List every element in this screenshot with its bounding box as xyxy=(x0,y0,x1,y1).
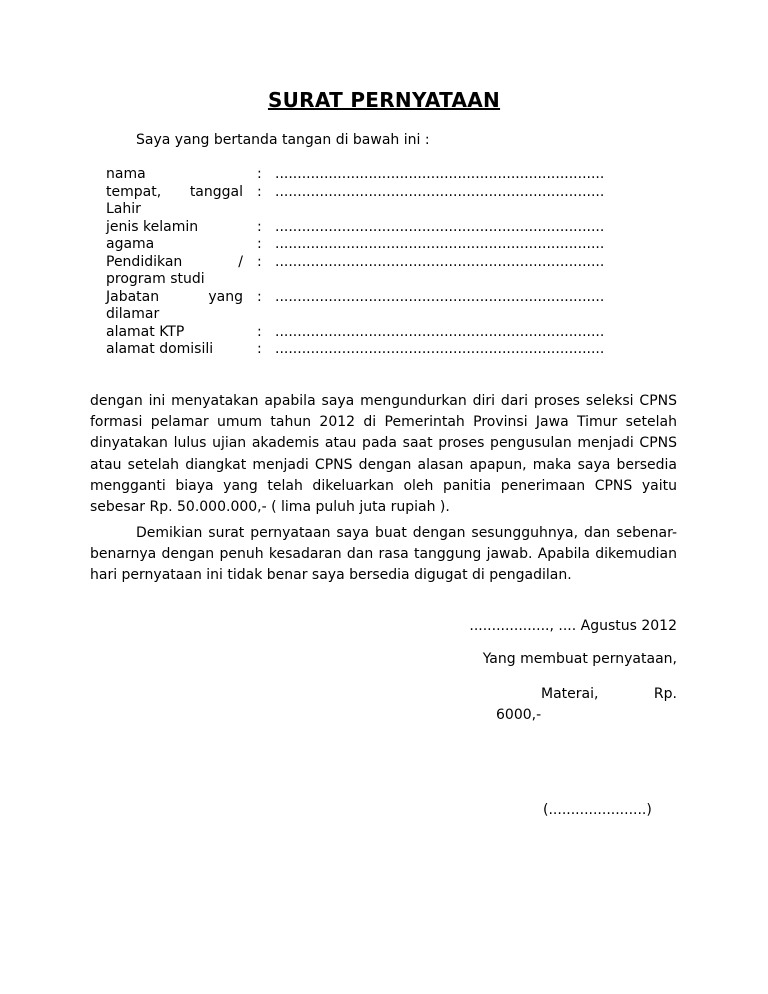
field-colon: : xyxy=(257,183,262,200)
field-label-line2: program studi xyxy=(106,271,205,287)
field-colon: : xyxy=(257,218,262,235)
field-label xyxy=(106,324,243,342)
field-row-alamat-ktp xyxy=(106,324,646,342)
field-colon: : xyxy=(257,253,262,270)
identity-fields xyxy=(106,166,646,359)
field-row-pendidikan xyxy=(106,254,646,289)
field-dots: .......................................................................... xyxy=(275,218,605,235)
field-colon: : xyxy=(257,166,262,182)
materai-currency: Rp. xyxy=(653,686,677,702)
field-label xyxy=(106,184,243,219)
field-dots: .......................................................................... xyxy=(275,253,605,270)
field-label-text: Pendidikan xyxy=(106,253,183,270)
field-label xyxy=(106,219,243,237)
field-row-agama xyxy=(106,236,646,254)
field-row-jenis-kelamin xyxy=(106,219,646,237)
field-label xyxy=(106,341,243,359)
field-dots: .......................................................................... xyxy=(275,166,605,182)
field-label xyxy=(106,289,243,324)
field-colon: : xyxy=(257,323,262,340)
field-dots: .......................................................................... xyxy=(275,183,605,200)
field-dots: .......................................................................... xyxy=(275,341,605,357)
stamp-duty-note xyxy=(496,684,677,726)
signature-line: (......................) xyxy=(543,802,652,818)
field-label-text: alamat KTP xyxy=(106,323,185,340)
field-label-text: nama xyxy=(106,166,146,182)
field-dots: .......................................................................... xyxy=(275,236,605,252)
field-dots: .......................................................................... xyxy=(275,288,605,305)
field-label-text: Jabatan xyxy=(106,288,160,305)
place-date: .................., .... Agustus 2012 xyxy=(469,618,677,634)
field-label-text: tempat, xyxy=(106,183,162,200)
statement-paragraph: dengan ini menyatakan apabila saya mengundurkan diri dari proses seleksi CPNS formasi pelamar umum tahun 2012 di Pemerintah Provinsi Jawa Timur setelah dinyatakan lulus ujian akademis atau pada saat proses pengusulan menjadi CPNS atau setelah diangkat menjadi CPNS dengan alasan apapun, maka saya bersedia mengganti biaya yang telah dikeluarkan oleh panitia penerimaan CPNS yaitu sebesar Rp. 50.000.000,- ( lima puluh juta rupiah ). xyxy=(90,393,677,516)
field-label xyxy=(106,166,243,184)
field-label-text: agama xyxy=(106,236,155,252)
materai-amount: 6000,- xyxy=(496,707,542,723)
document-title: SURAT PERNYATAAN xyxy=(267,88,501,112)
field-row-alamat-domisili xyxy=(106,341,646,359)
field-label-text-end: yang xyxy=(208,288,243,305)
field-label-text: alamat domisili xyxy=(106,341,214,357)
field-colon: : xyxy=(257,236,262,252)
materai-label: Materai, xyxy=(541,686,599,702)
field-label-text-end: / xyxy=(238,253,243,270)
field-row-tempat-tanggal-lahir xyxy=(106,184,646,219)
intro-text: Saya yang bertanda tangan di bawah ini : xyxy=(136,132,430,148)
field-dots: .......................................................................... xyxy=(275,323,605,340)
field-label-text-end: tanggal xyxy=(189,183,243,200)
field-label-line2: dilamar xyxy=(106,306,160,322)
closing-paragraph: Demikian surat pernyataan saya buat dengan sesungguhnya, dan sebenar-benarnya dengan penuh kesadaran dan rasa tanggung jawab. Apabila dikemudian hari pernyataan ini tidak benar saya bersedia digugat di pengadilan. xyxy=(90,525,677,584)
field-label xyxy=(106,254,243,289)
field-label-text: jenis kelamin xyxy=(106,218,199,235)
signatory-caption: Yang membuat pernyataan, xyxy=(482,651,677,667)
field-label xyxy=(106,236,243,254)
field-colon: : xyxy=(257,341,262,357)
field-label-line2: Lahir xyxy=(106,201,141,217)
field-colon: : xyxy=(257,288,262,305)
field-row-nama xyxy=(106,166,646,184)
field-row-jabatan xyxy=(106,289,646,324)
